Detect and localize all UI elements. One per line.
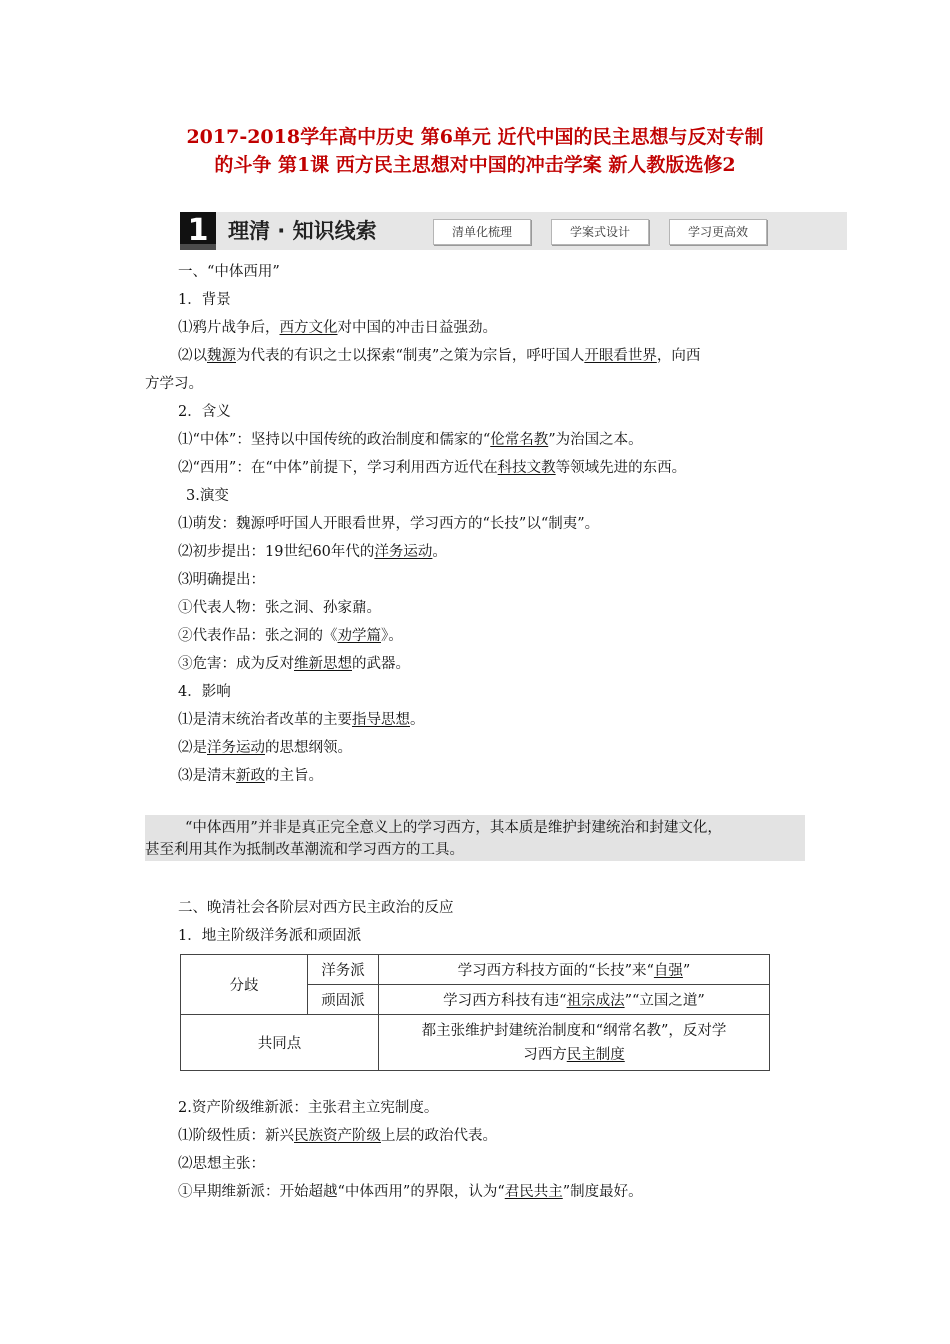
reform-item-2: ⑵思想主张： xyxy=(178,1156,265,1172)
background-item-1: ⑴鸦片战争后，西方文化对中国的冲击日益强劲。 xyxy=(178,320,497,336)
evolution-item-2: ⑵初步提出：19世纪60年代的洋务运动。 xyxy=(178,544,447,560)
influence-title: 4．影响 xyxy=(178,684,231,700)
evolution-item-3a: ①代表人物：张之洞、孙家鼐。 xyxy=(178,600,381,616)
background-item-2: ⑵以魏源为代表的有识之士以探索“制夷”之策为宗旨，呼吁国人开眼看世界，向西 xyxy=(178,348,701,364)
section2-heading: 二、晚清社会各阶层对西方民主政治的反应 xyxy=(178,900,454,916)
evolution-item-1: ⑴萌发：魏源呼吁国人开眼看世界，学习西方的“长技”以“制夷”。 xyxy=(178,516,600,532)
cell-westernization-faction: 洋务派 xyxy=(308,955,379,985)
meaning-item-1: ⑴“中体”：坚持以中国传统的政治制度和儒家的“伦常名教”为治国之本。 xyxy=(178,432,643,448)
title-line-1: 2017-2018学年高中历史 第6单元 近代中国的民主思想与反对专制 xyxy=(186,126,764,148)
meaning-title: 2．含义 xyxy=(178,404,231,420)
meaning-item-2: ⑵“西用”：在“中体”前提下，学习利用西方近代在科技文教等领域先进的东西。 xyxy=(178,460,687,476)
tab-efficient-learning[interactable]: 学习更高效 xyxy=(669,219,767,245)
influence-item-1: ⑴是清末统治者改革的主要指导思想。 xyxy=(178,712,425,728)
section-number-badge: 1 xyxy=(180,212,216,250)
reform-item-2a: ①早期维新派：开始超越“中体西用”的界限，认为“君民共主”制度最好。 xyxy=(178,1184,643,1200)
evolution-item-3b: ②代表作品：张之洞的《劝学篇》。 xyxy=(178,628,403,644)
cell-diverge: 分歧 xyxy=(181,955,308,1015)
background-item-2-cont: 方学习。 xyxy=(145,376,203,392)
section1-heading: 一、“中体西用” xyxy=(178,264,280,280)
section-banner xyxy=(180,212,847,250)
evolution-title: 3.演变 xyxy=(186,488,229,504)
note-line-2: 甚至利用其作为抵制改革潮流和学习西方的工具。 xyxy=(145,842,464,858)
factions-table xyxy=(180,954,770,1071)
title-line-2: 的斗争 第1课 西方民主思想对中国的冲击学案 新人教版选修2 xyxy=(214,154,736,176)
section2-sub1: 1．地主阶级洋务派和顽固派 xyxy=(178,928,362,944)
note-box xyxy=(145,815,805,861)
reform-item-1: ⑴阶级性质：新兴民族资产阶级上层的政治代表。 xyxy=(178,1128,497,1144)
cell-westernization-view: 学习西方科技方面的“长技”来“自强” xyxy=(379,955,770,985)
document-title xyxy=(110,123,840,179)
tab-checklist[interactable]: 清单化梳理 xyxy=(433,219,531,245)
influence-item-3: ⑶是清末新政的主旨。 xyxy=(178,768,323,784)
background-title: 1．背景 xyxy=(178,292,231,308)
cell-common-view: 都主张维护封建统治制度和“纲常名教”，反对学 习西方民主制度 xyxy=(379,1015,770,1071)
evolution-item-3c: ③危害：成为反对维新思想的武器。 xyxy=(178,656,410,672)
influence-item-2: ⑵是洋务运动的思想纲领。 xyxy=(178,740,352,756)
evolution-item-3: ⑶明确提出： xyxy=(178,572,265,588)
cell-conservative-faction: 顽固派 xyxy=(308,985,379,1015)
cell-conservative-view: 学习西方科技有违“祖宗成法”“立国之道” xyxy=(379,985,770,1015)
note-line-1: “中体西用”并非是真正完全意义上的学习西方，其本质是维护封建统治和封建文化， xyxy=(185,820,722,836)
banner-title: 理清 · 知识线索 xyxy=(228,219,377,243)
tab-case-design[interactable]: 学案式设计 xyxy=(551,219,649,245)
section2-sub2: 2.资产阶级维新派：主张君主立宪制度。 xyxy=(178,1100,439,1116)
cell-common: 共同点 xyxy=(181,1015,379,1071)
